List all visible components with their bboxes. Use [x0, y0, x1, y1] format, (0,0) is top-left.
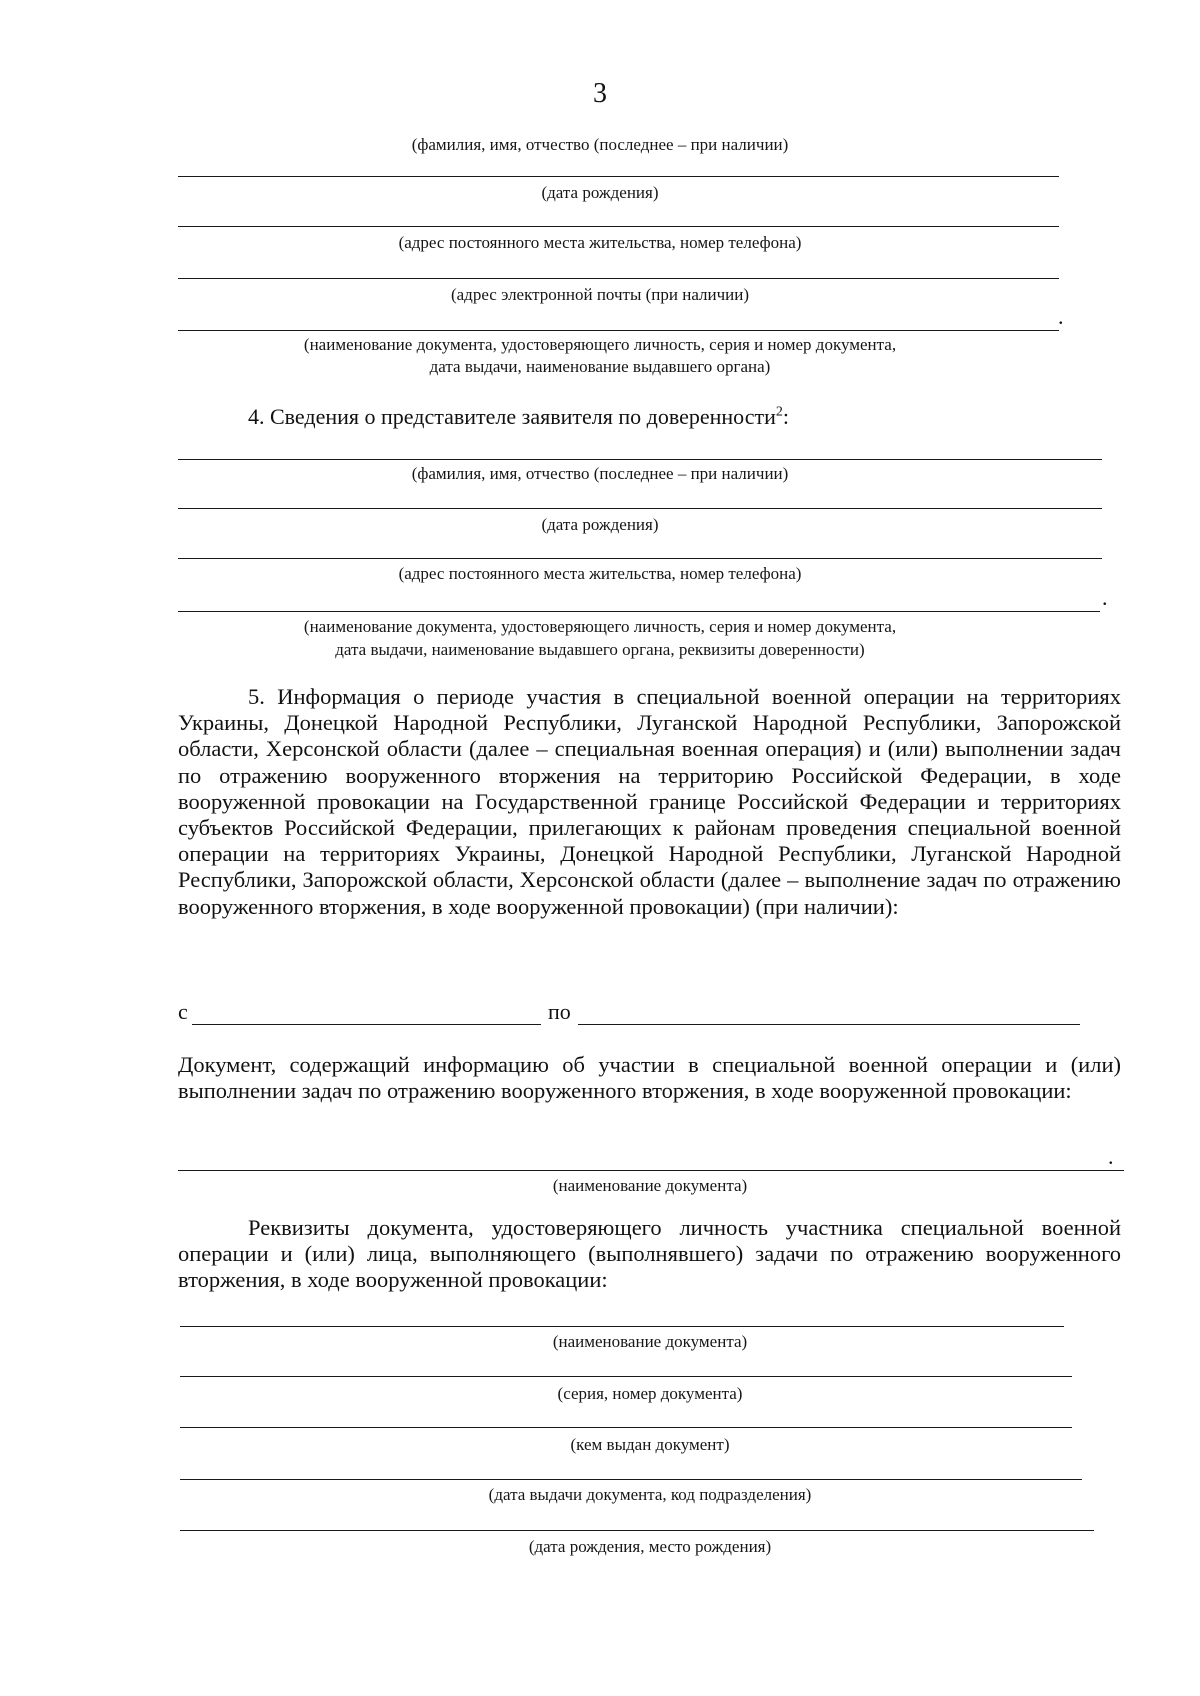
page-number: 3: [593, 78, 607, 109]
representative-id-doc-caption-2: дата выдачи, наименование выдавшего органа, реквизиты доверенности): [335, 640, 865, 659]
applicant-birth-line[interactable]: [178, 176, 1059, 177]
applicant-address-line[interactable]: [178, 226, 1059, 227]
applicant-id-doc-caption-1: (наименование документа, удостоверяющего личность, серия и номер документа,: [303, 335, 897, 354]
participation-document-caption: (наименование документа): [552, 1176, 748, 1195]
period-to-line[interactable]: [578, 1024, 1080, 1025]
representative-id-doc-line[interactable]: [178, 611, 1100, 612]
applicant-birth-caption: (дата рождения): [541, 183, 659, 202]
requisites-birth-caption: (дата рождения, место рождения): [528, 1537, 772, 1556]
applicant-id-doc-line[interactable]: [178, 330, 1059, 331]
representative-end-dot: .: [1102, 585, 1108, 610]
requisites-doc-name-line[interactable]: [180, 1326, 1064, 1327]
requisites-series-line[interactable]: [180, 1376, 1072, 1377]
participation-document-end-dot: .: [1108, 1144, 1114, 1169]
participation-document-paragraph: Документ, содержащий информацию об участии в специальной военной операции и (или) выполнении задач по отражению вооруженного вторжения, в ходе вооруженной провокации:: [178, 1052, 1121, 1104]
representative-birth-line[interactable]: [178, 508, 1102, 509]
section-4-heading: 4. Сведения о представителе заявителя по доверенности$^2$:: [248, 404, 790, 429]
applicant-id-doc-caption-2: дата выдачи, наименование выдавшего органа): [429, 357, 771, 376]
representative-address-caption: (адрес постоянного места жительства, номер телефона): [398, 564, 802, 583]
section-5-paragraph: 5. Информация о периоде участия в специальной военной операции на территориях Украины, Донецкой Народной Республики, Луганской Народной Республики, Запорожской области, Херсонской области (далее – специальная военная операция) и (или) выполнении задач по отражению вооруженного вторжения на территорию Российской Федерации, в ходе вооруженной провокации на Государственной границе Российской Федерации и территориях субъектов Российской Федерации, прилегающих к районам проведения специальной военной операции на территориях Украины, Донецкой Народной Республики, Луганской Народной Республики, Запорожской области, Херсонской области (далее – выполнение задач по отражению вооруженного вторжения, в ходе вооруженной провокации) (при наличии):: [178, 684, 1121, 919]
participation-document-line[interactable]: [178, 1170, 1124, 1171]
requisites-series-caption: (серия, номер документа): [557, 1384, 743, 1403]
requisites-doc-name-caption: (наименование документа): [552, 1332, 748, 1351]
representative-fio-line[interactable]: [178, 459, 1102, 460]
requisites-issue-date-caption: (дата выдачи документа, код подразделения): [488, 1485, 812, 1504]
requisites-issued-by-line[interactable]: [180, 1427, 1072, 1428]
representative-address-line[interactable]: [178, 558, 1102, 559]
period-from-label: с: [178, 999, 188, 1024]
applicant-end-dot: .: [1058, 304, 1064, 329]
footnote-mark: 2: [775, 404, 783, 420]
applicant-fio-caption: (фамилия, имя, отчество (последнее – при наличии): [411, 135, 789, 154]
representative-fio-caption: (фамилия, имя, отчество (последнее – при наличии): [411, 464, 789, 483]
requisites-issued-by-caption: (кем выдан документ): [570, 1435, 730, 1454]
period-from-line[interactable]: [192, 1024, 541, 1025]
applicant-email-caption: (адрес электронной почты (при наличии): [450, 285, 750, 304]
applicant-email-line[interactable]: [178, 278, 1059, 279]
requisites-issue-date-line[interactable]: [180, 1479, 1082, 1480]
requisites-paragraph: Реквизиты документа, удостоверяющего личность участника специальной военной операции и (или) лица, выполняющего (выполнявшего) задачи по отражению вооруженного вторжения, в ходе вооруженной провокации:: [178, 1215, 1121, 1293]
representative-birth-caption: (дата рождения): [541, 515, 659, 534]
applicant-address-caption: (адрес постоянного места жительства, номер телефона): [398, 233, 802, 252]
representative-id-doc-caption-1: (наименование документа, удостоверяющего личность, серия и номер документа,: [303, 617, 897, 636]
requisites-birth-line[interactable]: [180, 1530, 1094, 1531]
period-to-label: по: [548, 999, 571, 1024]
